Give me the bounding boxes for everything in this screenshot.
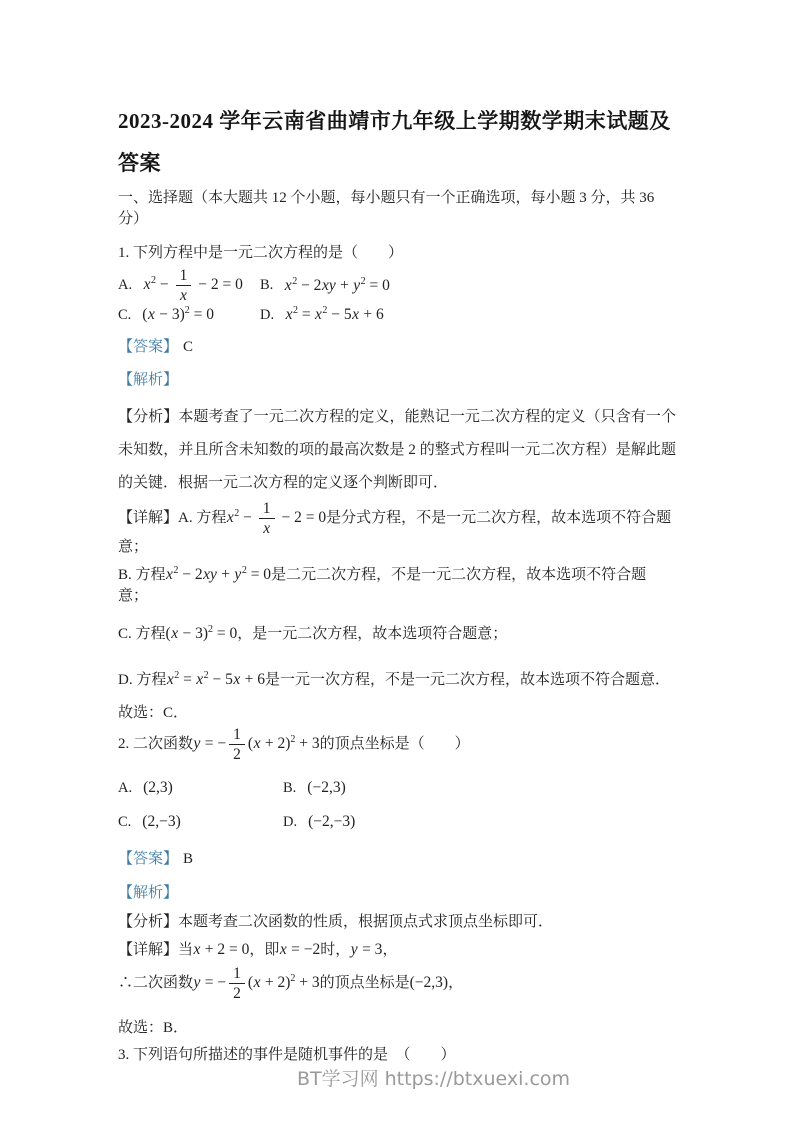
option-c-formula: $(x - 3)^2 = 0$ (142, 305, 215, 323)
question-1-detail-c: C. 方程$(x - 3)^2 = 0$，是一元二次方程，故本选项符合题意； (118, 624, 508, 642)
inline-formula: $x^2$ − $\frac{1}{x}$ − 2 = 0 (226, 500, 327, 537)
question-1-option-a (118, 267, 260, 304)
option-b-formula: $x^2 - 2xy + y^2 = 0$ (284, 275, 390, 294)
option-a-formula: (2,3) (143, 779, 173, 796)
question-2-detail-2: ∴二次函数y = − $\frac{1}{2}$ $(x + 2)^2 + 3$的顶点坐标是(−2,3)， (118, 965, 464, 1002)
question-1-conclusion: 故选：C． (118, 705, 189, 721)
answer-label: 【答案】 (118, 851, 179, 867)
question-1-analysis-label: 【解析】 (118, 372, 179, 388)
question-2-stem: 2. 二次函数y = − $\frac{1}{2}$ $(x + 2)^2 + 3$的顶点坐标是（ ） (118, 726, 470, 763)
question-2-analysis-text: 【分析】本题考查二次函数的性质，根据顶点式求顶点坐标即可． (118, 914, 554, 930)
question-1-options-row-2 (118, 306, 676, 324)
option-d-label: D. (260, 306, 275, 323)
inline-formula: x = −2 (279, 941, 321, 958)
option-a-label: A. (118, 779, 133, 796)
option-a-label: A. (118, 277, 133, 293)
question-1-option-b (260, 277, 676, 295)
option-c-label: C. (118, 813, 132, 830)
footer-site-text: BT学习网 https://btxuexi.com (296, 1068, 571, 1090)
option-b-formula: (−2,3) (307, 779, 346, 796)
inline-formula: y = − $\frac{1}{2}$ $(x + 2)^2 + 3$ (193, 726, 320, 763)
option-d-label: D. (283, 813, 298, 830)
inline-formula: (−2,3) (409, 974, 449, 992)
section-1-heading: 一、选择题（本大题共 12 个小题，每小题只有一个正确选项，每小题 3 分，共 36 分） (118, 190, 655, 227)
question-1-answer-line (118, 337, 676, 358)
question-1-detail-b: B. 方程$x^2 - 2xy + y^2 = 0$是二元二次方程，不是一元二次方程，故本选项不符合题意； (118, 565, 647, 604)
inline-formula: $x^2 = x^2 - 5x + 6$ (166, 670, 266, 688)
question-2-conclusion: 故选：B． (118, 1020, 189, 1036)
question-1-detail-d: D. 方程$x^2 = x^2 - 5x + 6$是一元一次方程，不是一元二次方程，故本选项不符合题意． (118, 670, 671, 688)
inline-formula: $x^2 - 2xy + y^2 = 0$ (166, 565, 272, 583)
question-1-answer-value: C (183, 339, 194, 355)
question-1-detail-a: 【详解】A. 方程$x^2$ − $\frac{1}{x}$ − 2 = 0是分式方程，不是一元二次方程，故本选项不符合题意； (118, 500, 672, 555)
title-line-1: 2023-2024 学年云南省曲靖市九年级上学期数学期末试题及 (118, 109, 671, 133)
question-3-stem: 3. 下列语句所描述的事件是随机事件的是 （ ） (118, 1047, 456, 1063)
question-2-option-a (118, 779, 283, 797)
question-2-answer-line (118, 849, 676, 870)
answer-label: 【答案】 (118, 339, 179, 355)
question-2-option-c (118, 813, 283, 831)
inline-formula: y = − $\frac{1}{2}$ $(x + 2)^2 + 3$ (193, 965, 320, 1002)
question-1-analysis-text: 【分析】本题考查了一元二次方程的定义，能熟记一元二次方程的定义（只含有一个未知数，并且所含未知数的项的最高次数是 2 的整式方程叫一元二次方程）是解此题的关键．根据一元二次方程的定义逐个判断即可． (118, 409, 676, 491)
inline-formula: x + 2 = 0 (193, 941, 250, 958)
inline-formula: y = 3 (350, 941, 383, 958)
option-b-label: B. (260, 277, 274, 293)
option-c-formula: (2,−3) (142, 813, 181, 830)
option-d-formula: (−2,−3) (308, 813, 356, 830)
question-2-detail-1: 【详解】当x + 2 = 0，即x = −2时，y = 3， (118, 941, 398, 958)
option-d-formula: $x^2 = x^2 - 5x + 6$ (285, 305, 384, 323)
question-1-options-row-1 (118, 267, 676, 304)
question-2-options-row-1 (118, 779, 676, 797)
question-2-options-row-2 (118, 813, 676, 831)
question-1-option-c (118, 306, 260, 324)
footer-watermark (0, 1064, 793, 1091)
question-2-analysis-label: 【解析】 (118, 885, 179, 901)
question-2-option-b (283, 779, 676, 797)
inline-formula: $(x - 3)^2 = 0$ (165, 624, 238, 642)
option-b-label: B. (283, 779, 297, 796)
question-2-option-d (283, 813, 676, 831)
option-a-formula: $x^2$ − $\frac{1}{x}$ − 2 = 0 (143, 267, 243, 304)
question-2-answer-value: B (183, 851, 194, 867)
document-title (118, 100, 676, 184)
question-1-option-d (260, 306, 676, 324)
option-c-label: C. (118, 306, 132, 323)
question-1-stem: 1. 下列方程中是一元二次方程的是（ ） (118, 245, 404, 261)
title-line-2: 答案 (118, 151, 161, 175)
